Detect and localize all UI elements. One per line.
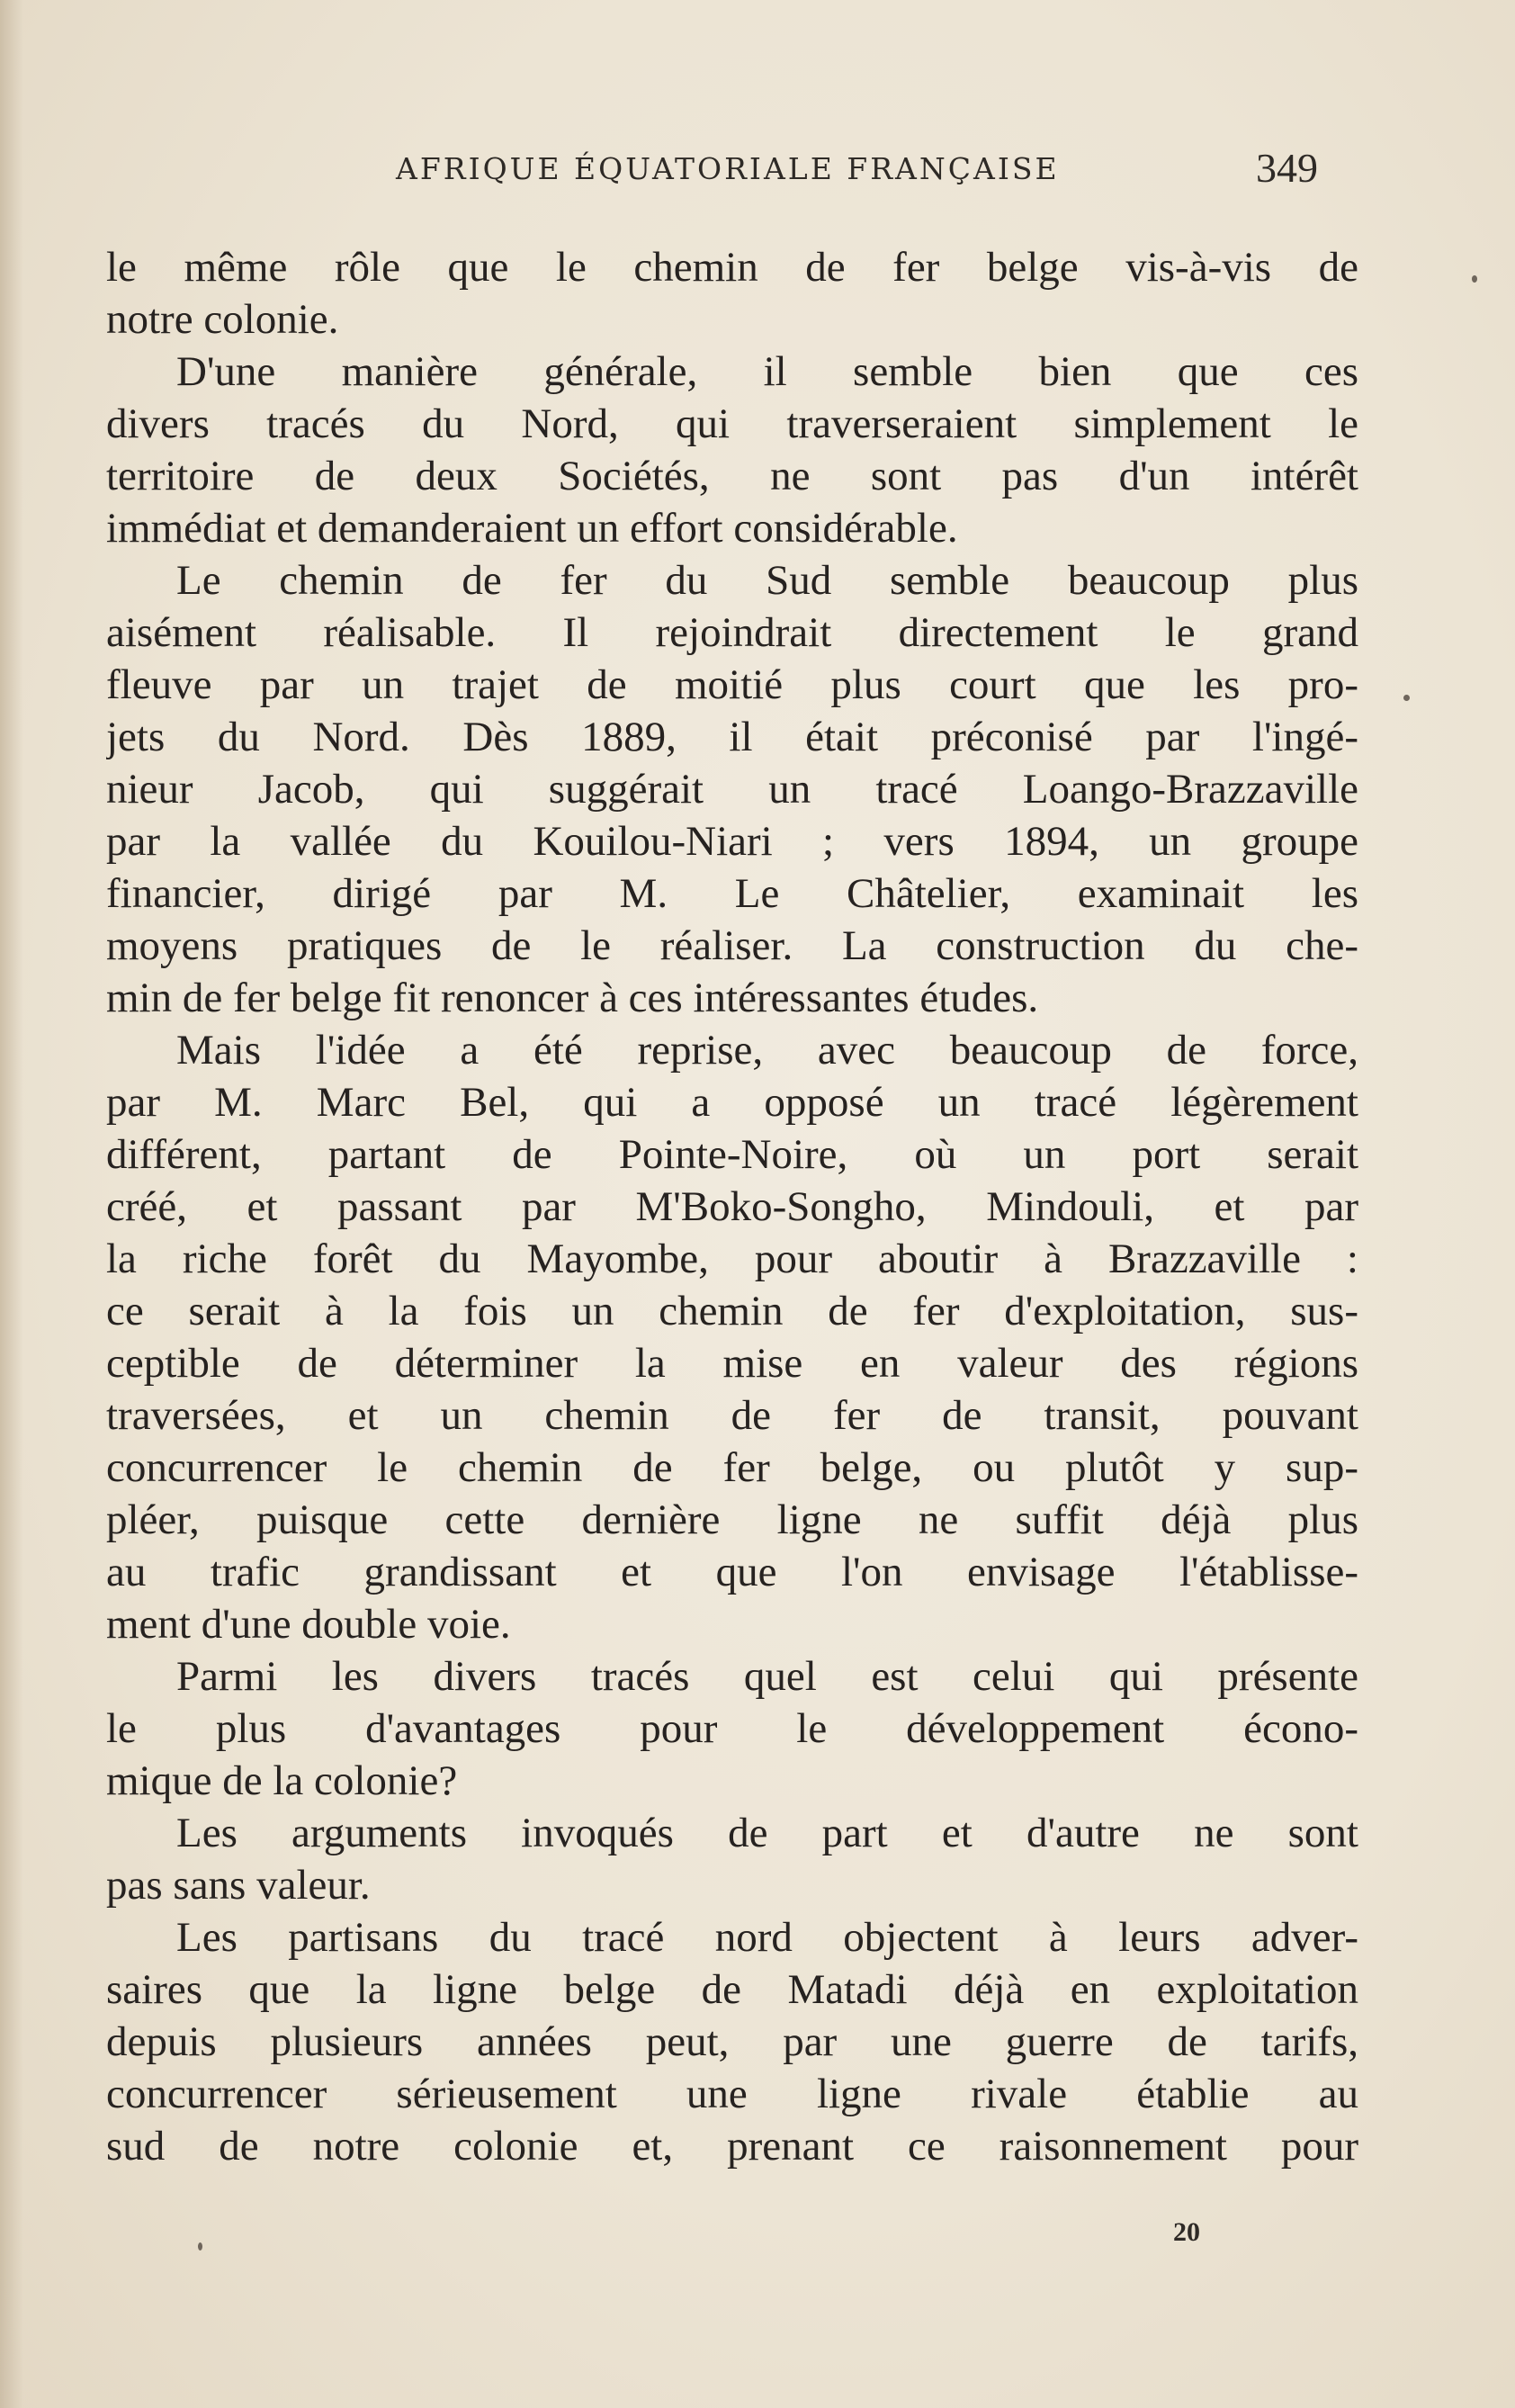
text-line: concurrencer le chemin de fer belge, ou plutôt y sup- <box>106 1444 1358 1491</box>
paper-speck <box>198 2242 202 2251</box>
text-line: D'une manière générale, il semble bien que ces <box>176 348 1358 395</box>
body-text <box>106 241 1358 2172</box>
signature-mark: 20 <box>1173 2217 1200 2247</box>
paper-speck <box>1403 695 1410 701</box>
text-line: notre colonie. <box>106 296 339 343</box>
text-line: ceptible de déterminer la mise en valeur des régions <box>106 1340 1358 1387</box>
text-line: le plus d'avantages pour le développement écono- <box>106 1705 1358 1752</box>
text-line: ment d'une double voie. <box>106 1601 511 1648</box>
text-line: mique de la colonie? <box>106 1757 458 1804</box>
spine-shadow <box>0 0 23 2408</box>
text-line: aisément réalisable. Il rejoindrait directement le grand <box>106 609 1358 656</box>
text-line: créé, et passant par M'Boko-Songho, Mindouli, et par <box>106 1183 1358 1230</box>
text-line: concurrencer sérieusement une ligne rivale établie au <box>106 2071 1358 2117</box>
text-line: ce serait à la fois un chemin de fer d'exploitation, sus- <box>106 1288 1358 1334</box>
text-line: différent, partant de Pointe-Noire, où un port serait <box>106 1131 1358 1178</box>
text-line: Mais l'idée a été reprise, avec beaucoup de force, <box>176 1027 1358 1074</box>
text-line: Le chemin de fer du Sud semble beaucoup plus <box>176 557 1358 604</box>
running-title: AFRIQUE ÉQUATORIALE FRANÇAISE <box>396 151 1060 186</box>
text-line: au trafic grandissant et que l'on envisage l'établisse- <box>106 1549 1358 1595</box>
text-line: fleuve par un trajet de moitié plus court que les pro- <box>106 661 1358 708</box>
text-line: pléer, puisque cette dernière ligne ne suffit déjà plus <box>106 1496 1358 1543</box>
text-line: nieur Jacob, qui suggérait un tracé Loango-Brazzaville <box>106 766 1358 813</box>
text-line: moyens pratiques de le réaliser. La construction du che- <box>106 922 1358 969</box>
text-line: pas sans valeur. <box>106 1862 371 1909</box>
page-number: 349 <box>1256 145 1318 191</box>
text-line: divers tracés du Nord, qui traverseraient simplement le <box>106 400 1358 447</box>
text-line: territoire de deux Sociétés, ne sont pas d'un intérêt <box>106 453 1358 499</box>
text-line: le même rôle que le chemin de fer belge vis-à-vis de <box>106 244 1358 291</box>
text-line: min de fer belge fit renoncer à ces intéressantes études. <box>106 975 1039 1021</box>
text-line: depuis plusieurs années peut, par une guerre de tarifs, <box>106 2018 1358 2065</box>
text-line: immédiat et demanderaient un effort considérable. <box>106 505 958 552</box>
paper-speck <box>1472 275 1477 283</box>
text-line: par M. Marc Bel, qui a opposé un tracé légèrement <box>106 1079 1358 1126</box>
text-line: par la vallée du Kouilou-Niari ; vers 1894, un groupe <box>106 818 1358 865</box>
text-line: jets du Nord. Dès 1889, il était préconisé par l'ingé- <box>106 714 1358 760</box>
text-line: Les partisans du tracé nord objectent à leurs adver- <box>176 1914 1358 1961</box>
text-line: Parmi les divers tracés quel est celui qui présente <box>176 1653 1358 1700</box>
text-line: la riche forêt du Mayombe, pour aboutir à Brazzaville : <box>106 1235 1358 1282</box>
text-line: saires que la ligne belge de Matadi déjà en exploitation <box>106 1966 1358 2013</box>
text-line: Les arguments invoqués de part et d'autre ne sont <box>176 1810 1358 1856</box>
text-line: traversées, et un chemin de fer de transit, pouvant <box>106 1392 1358 1439</box>
text-line: sud de notre colonie et, prenant ce raisonnement pour <box>106 2123 1358 2170</box>
text-line: financier, dirigé par M. Le Châtelier, examinait les <box>106 870 1358 917</box>
